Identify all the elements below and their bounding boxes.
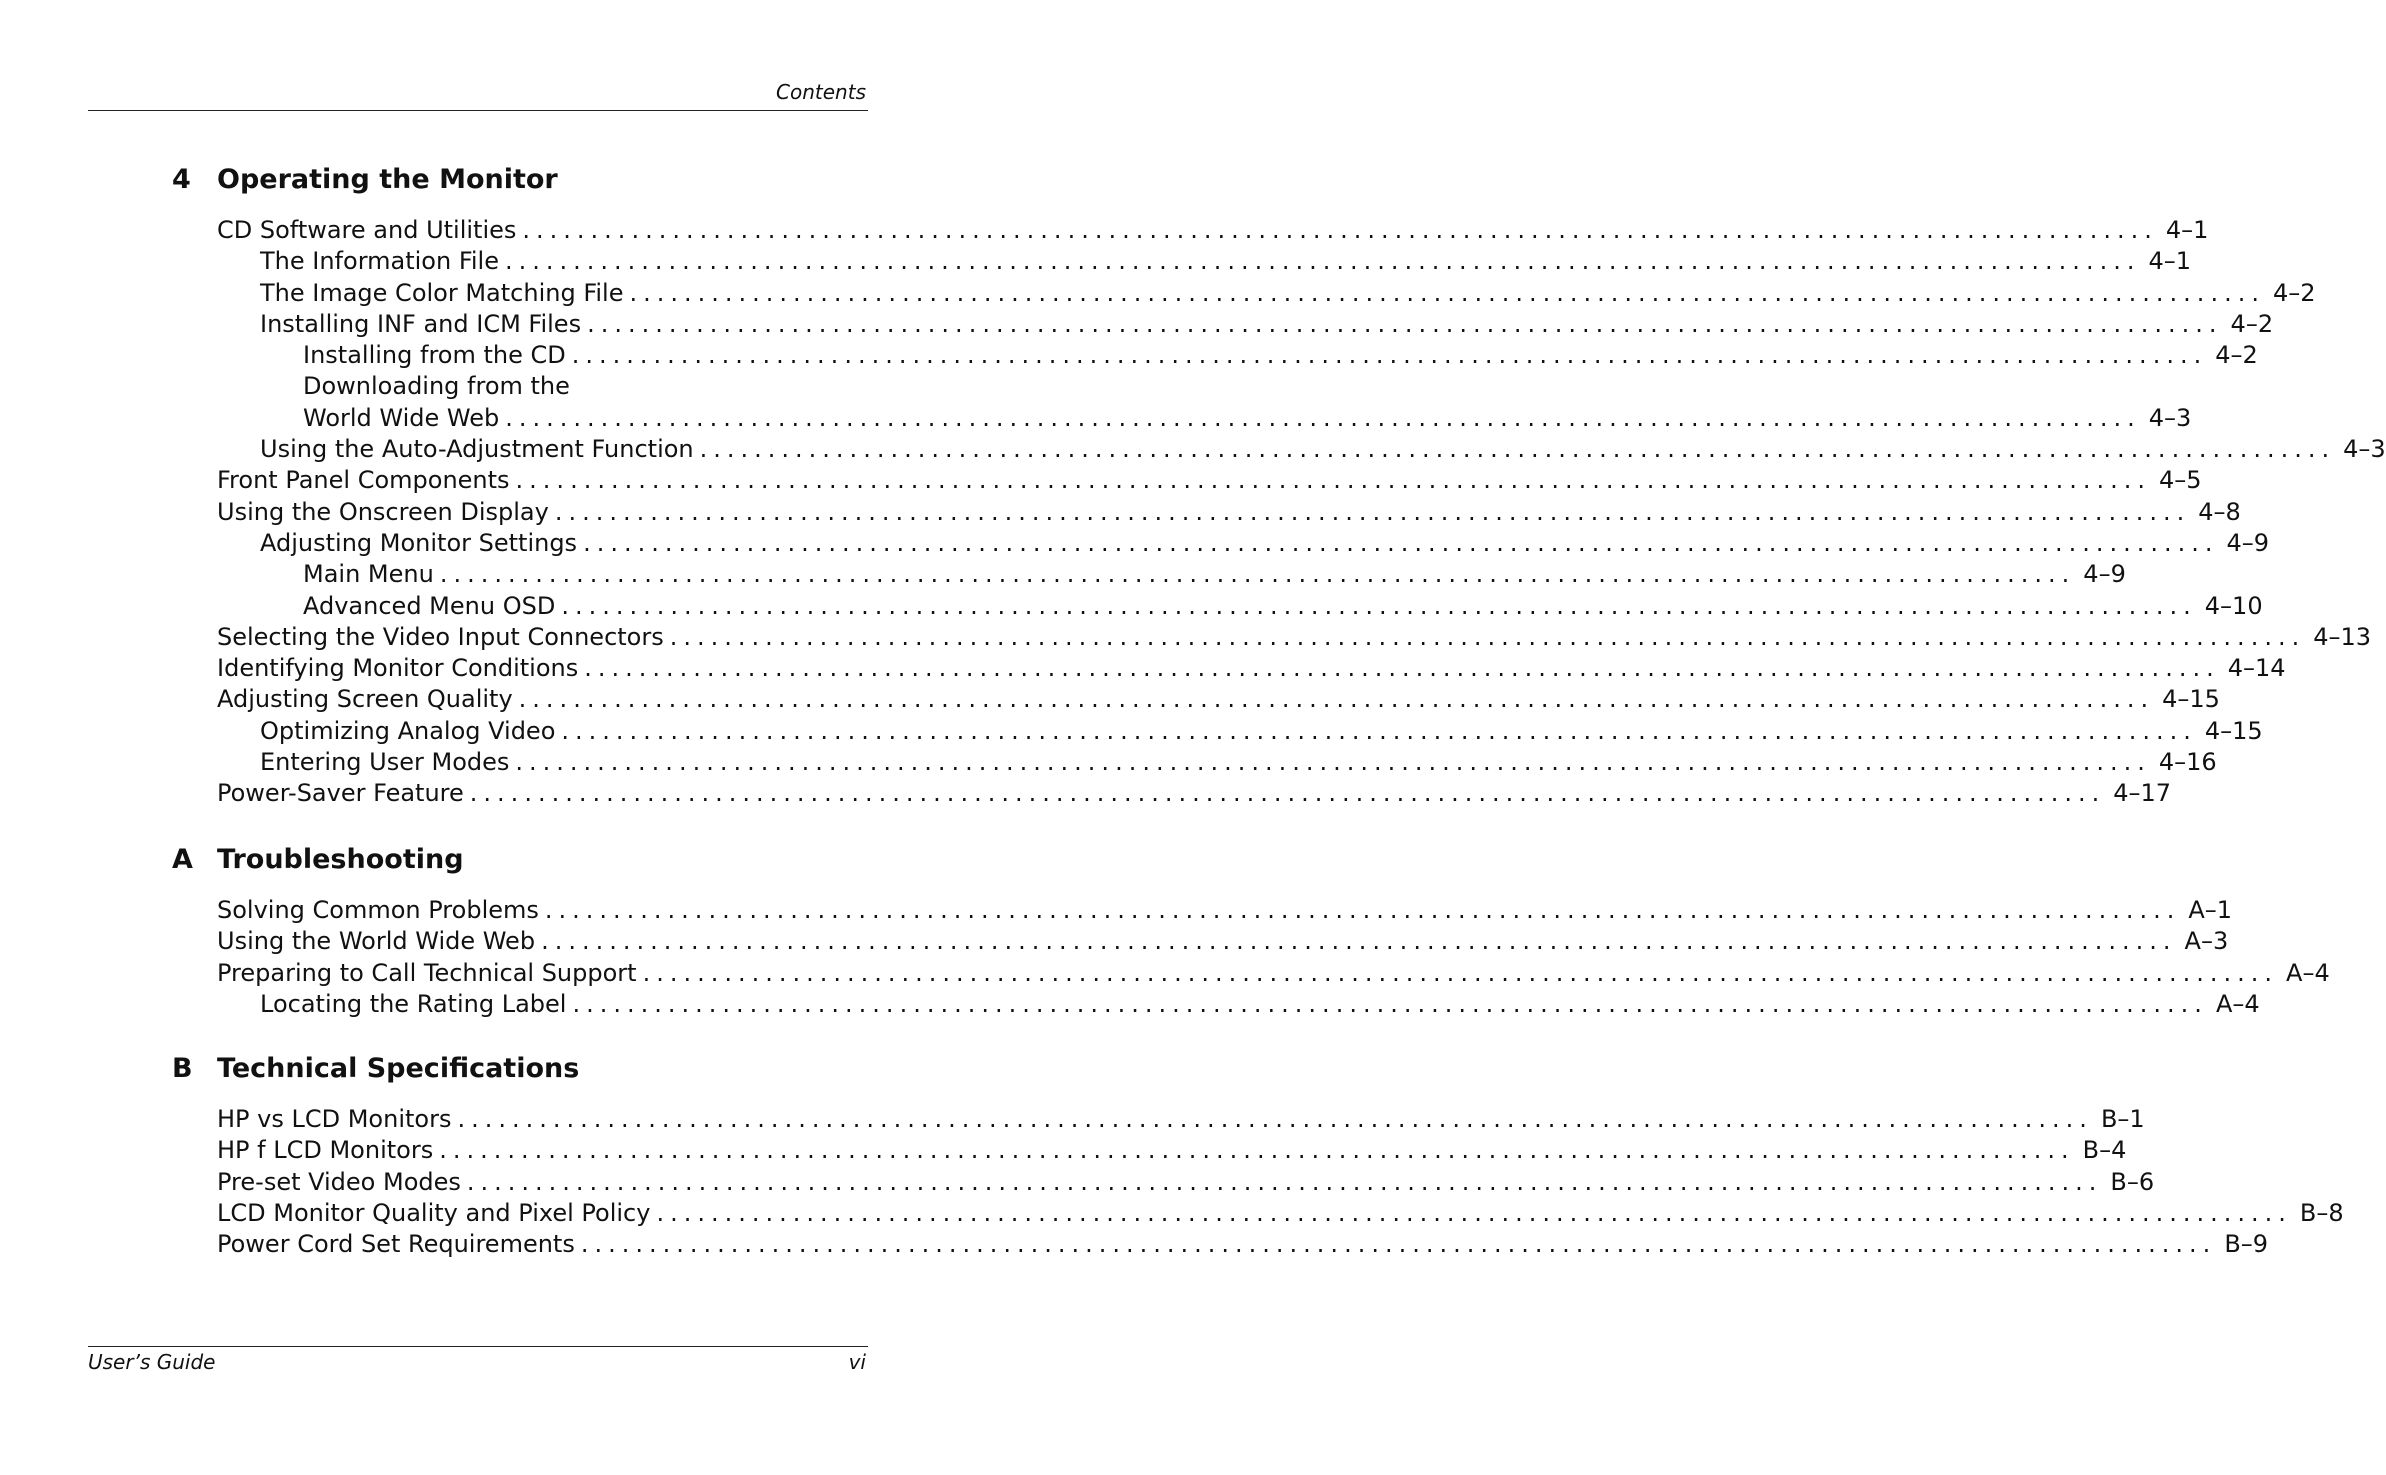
footer-rule [88, 1346, 868, 1347]
toc-entry-title: Adjusting Screen Quality [217, 685, 513, 714]
toc-list-appendix-a [217, 896, 2330, 1021]
dot-leader: ........................................................................................................................ [656, 1198, 2292, 1227]
chapter-heading-4[interactable] [172, 164, 558, 195]
toc-entry-page: 4–15 [2204, 716, 2263, 745]
toc-entry[interactable] [217, 622, 2372, 654]
toc-entry[interactable] [217, 403, 2192, 435]
toc-entry-page: B–6 [2110, 1167, 2155, 1196]
toc-entry[interactable] [217, 654, 2286, 685]
toc-entry-title: The Image Color Matching File [260, 278, 624, 307]
toc-entry-page: 4–10 [2204, 591, 2263, 620]
toc-entry-title: Installing from the CD [303, 341, 566, 370]
chapter-title: Troubleshooting [217, 844, 464, 875]
toc-entry[interactable] [217, 927, 2229, 958]
toc-entry-page: B–4 [2082, 1136, 2127, 1165]
toc-entry[interactable] [217, 958, 2330, 990]
toc-entry [217, 372, 867, 403]
dot-leader: ........................................................................................................................ [699, 435, 2336, 464]
toc-entry-title: HP f LCD Monitors [217, 1136, 434, 1165]
toc-entry-page: 4–1 [2165, 216, 2209, 244]
chapter-number: A [172, 844, 193, 875]
running-header: Contents [776, 80, 866, 104]
toc-entry-title: Front Panel Components [217, 466, 510, 495]
toc-entry[interactable] [217, 247, 2191, 278]
toc-entry-title: Preparing to Call Technical Support [217, 958, 637, 987]
toc-entry-page: 4–9 [2083, 560, 2126, 589]
toc-entry-page: 4–8 [2198, 497, 2241, 526]
toc-entry-page: 4–2 [2272, 278, 2316, 307]
dot-leader: ........................................................................................................................ [642, 958, 2279, 987]
toc-entry-page: 4–2 [2215, 341, 2258, 370]
chapter-heading-b[interactable] [172, 1053, 579, 1084]
toc-entry-page: B–8 [2299, 1198, 2344, 1227]
toc-entry-title: HP vs LCD Monitors [217, 1105, 452, 1133]
dot-leader: ........................................................................................................................ [439, 560, 2076, 589]
toc-entry-page: 4–2 [2230, 309, 2274, 338]
toc-entry-title: Selecting the Video Input Connectors [217, 622, 664, 651]
toc-entry[interactable] [217, 466, 2202, 497]
toc-entry-title: Solving Common Problems [217, 896, 539, 924]
dot-leader: ........................................................................................................................ [515, 748, 2151, 777]
toc-entry[interactable] [217, 528, 2270, 560]
toc-entry-title: Adjusting Monitor Settings [260, 528, 578, 557]
toc-entry-title: Downloading from the [303, 372, 570, 401]
dot-leader: ........................................................................................................................ [439, 1136, 2075, 1165]
toc-entry[interactable] [217, 1136, 2127, 1167]
dot-leader: ........................................................................................................................ [561, 716, 2197, 745]
toc-entry[interactable] [217, 435, 2386, 466]
dot-leader: ........................................................................................................................ [571, 341, 2208, 370]
toc-entry[interactable] [217, 716, 2263, 748]
toc-entry-page: A–1 [2188, 896, 2233, 924]
toc-entry-title: Using the World Wide Web [217, 927, 536, 956]
toc-entry-title: World Wide Web [303, 403, 500, 432]
toc-entry-page: 4–13 [2313, 622, 2372, 651]
toc-entry-page: 4–1 [2148, 247, 2191, 276]
dot-leader: ........................................................................................................................ [515, 466, 2152, 495]
toc-entry[interactable] [217, 989, 2260, 1021]
toc-entry[interactable] [217, 309, 2274, 341]
dot-leader: ........................................................................................................................ [572, 989, 2208, 1018]
toc-list-appendix-b [217, 1105, 2344, 1261]
dot-leader: ........................................................................................................................ [544, 896, 2181, 924]
toc-entry-page: 4–16 [2158, 748, 2217, 777]
toc-entry-page: A–3 [2184, 927, 2229, 956]
toc-entry-page: 4–5 [2159, 466, 2202, 495]
toc-entry-title: Locating the Rating Label [260, 989, 567, 1018]
chapter-title: Technical Specifications [217, 1053, 580, 1084]
toc-entry-title: CD Software and Utilities [217, 216, 517, 244]
toc-entry[interactable] [217, 341, 2258, 372]
toc-entry-page: B–1 [2100, 1105, 2145, 1133]
chapter-number: B [172, 1053, 193, 1084]
toc-entry-title: Advanced Menu OSD [303, 591, 556, 620]
toc-entry-page: 4–3 [2148, 403, 2192, 432]
toc-entry-title: The Information File [260, 247, 499, 276]
dot-leader: ........................................................................................................................ [518, 685, 2155, 714]
toc-entry-page: A–4 [2215, 989, 2260, 1018]
toc-entry-title: Using the Auto-Adjustment Function [260, 435, 694, 464]
chapter-number: 4 [172, 164, 191, 195]
dot-leader: ........................................................................................................................ [583, 528, 2219, 557]
toc-entry[interactable] [217, 896, 2233, 927]
toc-entry[interactable] [217, 1105, 2145, 1136]
toc-entry-title: Using the Onscreen Display [217, 497, 549, 526]
toc-entry[interactable] [217, 278, 2316, 310]
dot-leader: ........................................................................................................................ [504, 247, 2141, 276]
toc-entry-page: 4–15 [2162, 685, 2220, 714]
dot-leader: ........................................................................................................................ [554, 497, 2191, 526]
toc-entry-page: 4–3 [2343, 435, 2386, 464]
toc-entry-title: Optimizing Analog Video [260, 716, 556, 745]
header-rule [88, 110, 868, 111]
toc-entry-title: LCD Monitor Quality and Pixel Policy [217, 1198, 651, 1227]
toc-entry[interactable] [217, 591, 2263, 623]
dot-leader: ........................................................................................................................ [580, 1230, 2217, 1259]
toc-entry-title: Pre-set Video Modes [217, 1167, 461, 1196]
chapter-heading-a[interactable] [172, 844, 464, 875]
toc-entry[interactable] [217, 497, 2241, 529]
dot-leader: ........................................................................................................................ [466, 1167, 2103, 1196]
dot-leader: ........................................................................................................................ [587, 309, 2223, 338]
footer-guide-title: User’s Guide [88, 1350, 216, 1374]
toc-entry[interactable] [217, 685, 2220, 716]
toc-entry-title: Main Menu [303, 560, 434, 589]
toc-entry[interactable] [217, 779, 2172, 810]
dot-leader: ........................................................................................................................ [541, 927, 2177, 956]
dot-leader: ........................................................................................................................ [561, 591, 2197, 620]
toc-entry-page: 4–17 [2113, 779, 2172, 808]
toc-entry[interactable] [217, 1230, 2269, 1261]
toc-list-chapter-4 [217, 216, 2386, 811]
toc-entry[interactable] [217, 1198, 2344, 1230]
dot-leader: ........................................................................................................................ [505, 403, 2141, 432]
toc-entry-title: Installing INF and ICM Files [260, 309, 582, 338]
dot-leader: ........................................................................................................................ [522, 216, 2158, 244]
toc-entry[interactable] [217, 1167, 2155, 1199]
dot-leader: ........................................................................................................................ [629, 278, 2265, 307]
dot-leader: ........................................................................................................................ [457, 1105, 2093, 1133]
toc-entry[interactable] [217, 560, 2126, 591]
toc-entry-title: Entering User Modes [260, 748, 510, 777]
dot-leader: ........................................................................................................................ [669, 622, 2306, 651]
chapter-title: Operating the Monitor [217, 164, 558, 195]
page-number: vi [848, 1350, 866, 1374]
toc-entry-page: B–9 [2224, 1230, 2269, 1259]
toc-entry-page: A–4 [2286, 958, 2330, 987]
toc-entry-title: Power Cord Set Requirements [217, 1230, 575, 1259]
toc-entry-title: Identifying Monitor Conditions [217, 654, 579, 683]
dot-leader: ........................................................................................................................ [469, 779, 2106, 808]
toc-entry-page: 4–14 [2227, 654, 2286, 683]
toc-entry-title: Power-Saver Feature [217, 779, 464, 808]
dot-leader: ........................................................................................................................ [584, 654, 2220, 683]
toc-entry[interactable] [217, 216, 2209, 247]
toc-entry-page: 4–9 [2226, 528, 2270, 557]
toc-entry[interactable] [217, 748, 2217, 779]
